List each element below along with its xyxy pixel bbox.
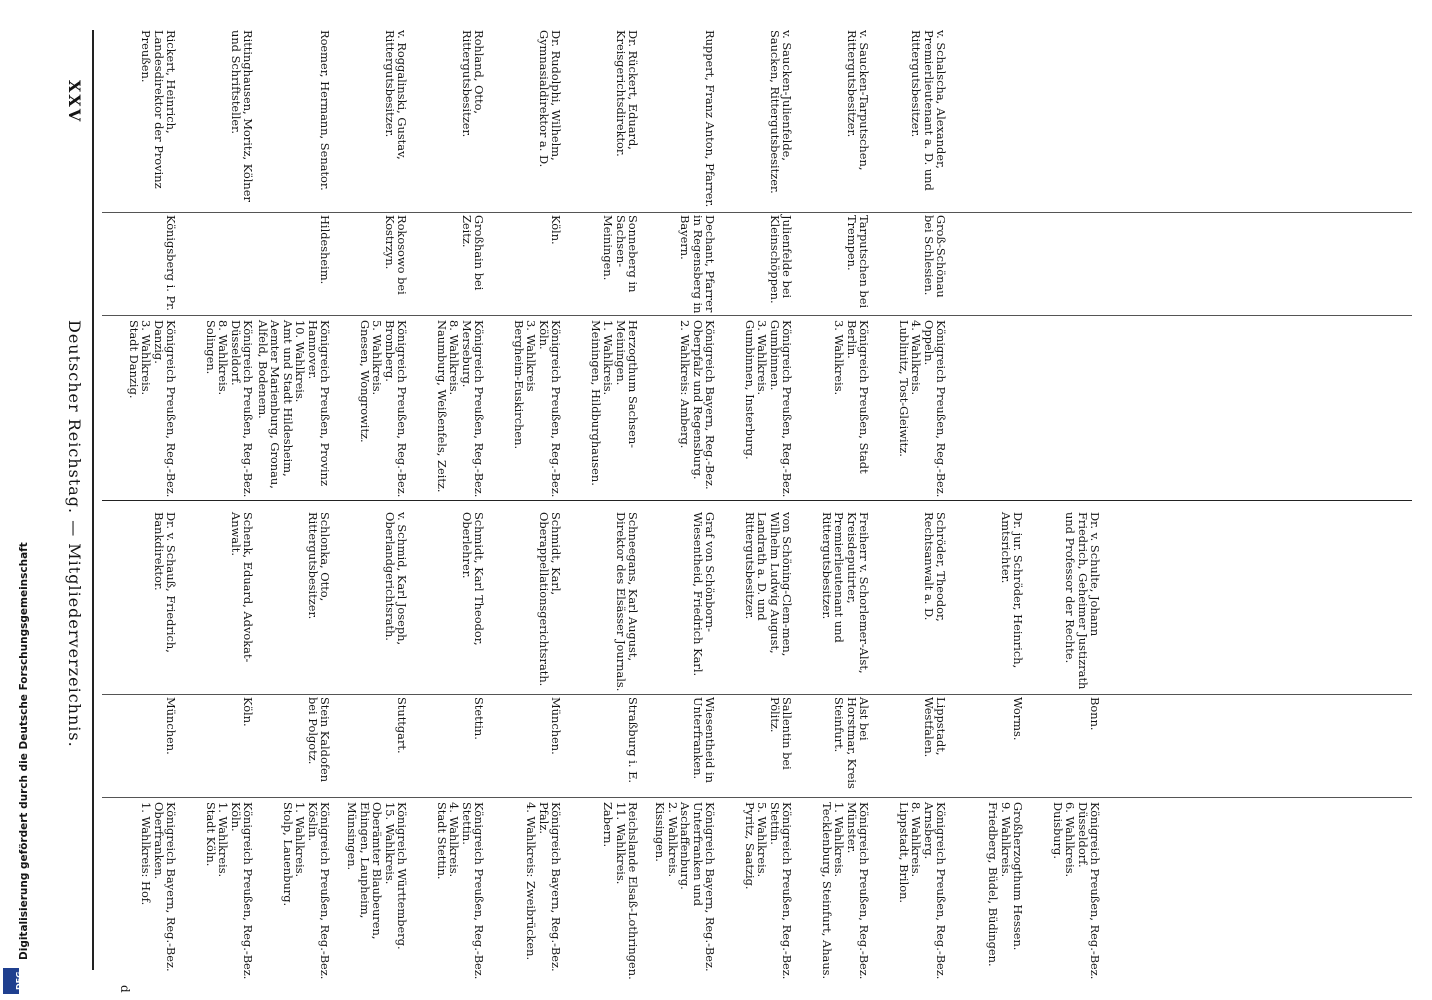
member-place: Stein Kaldofen bei Polgotz. — [305, 697, 332, 783]
member-district: Königreich Preußen, Reg.-Bez. Stettin. 4. Wahlkreis. Stadt Stettin. — [434, 802, 486, 980]
member-name: v. Schmid, Karl Joseph, Oberlandgerichtsrath. — [382, 512, 409, 646]
member-name: Graf von Schönborn-Wiesentheid, Friedrich Karl. — [690, 512, 717, 677]
member-entry — [641, 512, 718, 988]
member-name: Rittinghausen, Moritz, Kölner und Schriftsteller. — [228, 30, 255, 202]
member-entry — [256, 512, 333, 988]
member-name: Schlonka, Otto, Rittergutsbesitzer. — [305, 512, 332, 620]
member-district: Königreich Bayern, Reg.-Bez. Pfalz. 4. Wahlkreis: Zweibrücken. — [524, 802, 563, 972]
member-place: Tarputschen bei Trempen. — [844, 215, 871, 309]
member-name: von Schöning-Clem-men, Wilhelm Ludwig August, Landrath a. D. und Rittergutsbesitzer. — [742, 512, 794, 657]
member-name: v. Roggalinski, Gustav, Rittergutsbesitzer. — [382, 30, 409, 160]
member-district: Königreich Preußen, Reg.-Bez. Düsseldorf. 6. Wahlkreis. Duisburg. — [1050, 802, 1102, 980]
member-entry — [102, 512, 179, 988]
member-name: Dr. Rückert, Eduard, Kreisgerichtsdirektor. — [613, 30, 640, 157]
member-district: Königreich Bayern, Reg.-Bez. Unterfranken und Aschaffenburg. 2. Wahlkreis. Kissingen. — [653, 802, 717, 972]
member-name: Schmidt, Karl Theodor, Oberlehrer. — [459, 512, 486, 646]
member-name: Rohland, Otto, Rittergutsbesitzer. — [459, 30, 486, 138]
member-district: Königreich Preußen, Reg.-Bez. Oppeln. 4. Wahlkreis. Lublinitz, Tost-Gleiwitz. — [896, 320, 948, 498]
page-header-title: Deutscher Reichstag. — Mitgliederverzeichnis. — [65, 320, 84, 748]
member-place: Sallentin bei Pölitz. — [767, 697, 794, 770]
member-entry — [949, 512, 1026, 988]
member-district: Königreich Preußen, Reg.-Bez. Köln. 3. Wahlkreis Bergheim-Euskirchen. — [511, 320, 563, 498]
member-entry — [872, 30, 949, 506]
member-district: Königreich Preußen, Reg.-Bez. Münster. 1. Wahlkreis. Tecklenburg, Steinfurt, Ahaus. — [819, 802, 871, 980]
member-name: Freiherr v. Schorlemer-Alst, Kreisdeputirter, Premierlieutenant und Rittergutsbesitzer. — [819, 512, 871, 674]
member-entry — [872, 512, 949, 988]
member-district: Königreich Preußen, Reg.-Bez. Köln. 1. Wahlkreis. Stadt Köln. — [203, 802, 255, 980]
member-place: Dechant, Pfarrer in Regensberg in Bayern. — [678, 215, 717, 314]
digitization-credit-text: Digitalisierung gefördert durch die Deutsche Forschungsgemeinschaft — [18, 542, 30, 960]
member-district: Königreich Bayern, Reg.-Bez. Oberpfalz und Regensburg. 2. Wahlkreis: Amberg. — [678, 320, 717, 490]
member-place: Straßburg i. E. — [626, 697, 640, 784]
member-place: Königsberg i. Pr. — [164, 215, 178, 311]
member-entry — [102, 30, 179, 506]
right-name-divider — [102, 694, 1412, 695]
member-name: Dr. jur. Schröder, Heinrich, Amtsrichter. — [998, 512, 1025, 669]
left-column — [102, 30, 1412, 506]
member-entry — [179, 30, 256, 506]
member-place: Hildesheim. — [318, 215, 332, 285]
member-district: Königreich Preußen, Reg.-Bez. Bromberg. 5. Wahlkreis. Gnesen, Wongrowitz. — [357, 320, 409, 498]
member-district: Reichslande Elsaß-Lothringen. 11. Wahlkreis. Zabern. — [601, 802, 640, 980]
member-place: Worms. — [1011, 697, 1025, 741]
member-place: Lippstadt, Westfalen. — [921, 697, 948, 758]
member-entry — [487, 30, 564, 506]
member-entry — [410, 30, 487, 506]
member-entry — [179, 512, 256, 988]
dfg-logo-icon — [3, 968, 24, 994]
member-district: Königreich Preußen, Reg.-Bez. Gumbinnen. 3. Wahlkreis. Gumbinnen, Insterburg. — [742, 320, 794, 498]
member-name: v. Schalscha, Alexander, Premierlieutenant a. D. und Rittergutsbesitzer. — [909, 30, 948, 191]
member-entry — [564, 30, 641, 506]
member-place: Alst bei Horstmar, Kreis Steinfurt. — [832, 697, 871, 789]
member-name: v. Saucken-Julienfelde, Saucken, Rittergutsbesitzer. — [767, 30, 794, 194]
member-name: Schenk, Eduard, Advokat-Anwalt. — [228, 512, 255, 663]
page-number: XXV — [65, 80, 84, 124]
member-name: Schneegans, Karl August, Direktor des Elsässer Journals. — [613, 512, 640, 692]
member-name: v. Saucken-Tarputschen, Rittergutsbesitzer. — [844, 30, 871, 171]
member-entry — [718, 30, 795, 506]
member-name: Rickert, Heinrich, Landesdirektor der Provinz Preußen. — [139, 30, 178, 189]
member-place: Stettin. — [472, 697, 486, 740]
member-place: Stuttgart. — [395, 697, 409, 754]
member-district: Königreich Preußen, Reg.-Bez. Stettin. 5. Wahlkreis. Pyritz, Saatzig. — [742, 802, 794, 980]
member-district: Königreich Preußen, Provinz Hannover. 10. Wahlkreis. Amt und Stadt Hildesheim, Aemter Marienburg, Gronau, Alfeld, Bodenem. — [255, 320, 332, 489]
member-name: Dr. v. Schulte, Johann Friedrich, Geheimer Justizrath und Professor der Rechte. — [1063, 512, 1102, 690]
dfg-logo-text: DFG — [15, 971, 24, 990]
member-entry — [487, 512, 564, 988]
member-district: Königreich Württemberg. 15. Wahlkreis. Oberämter Blaubeuren, Ehingen, Laupheim, Münsingen. — [345, 802, 409, 950]
column-divider — [102, 500, 1412, 501]
member-district: Königreich Bayern, Reg.-Bez. Oberfranken. 1. Wahlkreis: Hof. — [139, 802, 178, 972]
member-entry — [795, 512, 872, 988]
digitization-credit — [2, 542, 30, 990]
left-name-divider — [102, 212, 1412, 213]
header-rule — [92, 30, 94, 970]
member-district: Königreich Preußen, Reg.-Bez. Düsseldorf. 8. Wahlkreis. Solingen. — [203, 320, 255, 498]
member-place: Köln. — [241, 697, 255, 727]
member-place: Bonn. — [1088, 697, 1102, 731]
member-district: Königreich Preußen, Reg.-Bez. Danzig. 3. Wahlkreis. Stadt Danzig. — [126, 320, 178, 498]
sheet-signature: d — [118, 985, 132, 993]
member-place: München. — [549, 697, 563, 755]
member-place: Großhain bei Zeitz. — [459, 215, 486, 291]
member-entry — [795, 30, 872, 506]
member-entry — [1026, 512, 1103, 988]
member-district: Königreich Preußen, Reg.-Bez. Köslin. 1. Wahlkreis. Stolp, Lauenburg. — [280, 802, 332, 980]
left-place-divider — [102, 315, 1412, 316]
member-place: Wiesentheid in Unterfranken. — [690, 697, 717, 784]
member-district: Königreich Preußen, Reg.-Bez. Arnsberg. 8. Wahlkreis. Lippstadt, Brilon. — [896, 802, 948, 980]
member-name: Ruppert, Franz Anton, Pfarrer. — [703, 30, 717, 208]
member-entry — [718, 512, 795, 988]
member-district: Königreich Preußen, Stadt Berlin. 3. Wahlkreis. — [832, 320, 871, 474]
member-name: Schröder, Theodor, Rechtsanwalt a. D. — [921, 512, 948, 622]
member-name: Dr. v. Schauß, Friedrich, Bankdirektor. — [151, 512, 178, 653]
member-district: Herzogthum Sachsen-Meiningen. 1. Wahlkreis. Meiningen, Hildburghausen. — [588, 320, 640, 486]
member-entry — [410, 512, 487, 988]
member-entry — [564, 512, 641, 988]
right-place-divider — [102, 797, 1412, 798]
member-district: Königreich Preußen, Reg.-Bez. Merseburg. 8. Wahlkreis. Naumburg, Weißenfels, Zeitz. — [434, 320, 486, 498]
member-name: Schmidt, Karl, Oberappellationsgerichtsrath. — [536, 512, 563, 687]
member-entry — [333, 512, 410, 988]
member-entry — [333, 30, 410, 506]
right-column — [102, 512, 1412, 988]
member-place: Julienfelde bei Kleinschöppen. — [767, 215, 794, 304]
member-place: Sonneberg in Sachsen-Meiningen. — [601, 215, 640, 293]
member-entry — [641, 30, 718, 506]
member-place: Köln. — [549, 215, 563, 245]
member-entry — [256, 30, 333, 506]
member-name: Roemer, Hermann, Senator. — [318, 30, 332, 191]
member-place: Rokosowo bei Kostrzyn. — [382, 215, 409, 295]
member-place: Groß-Schönau bei Schlesien. — [921, 215, 948, 298]
member-name: Dr. Rudolphi, Wilhelm, Gymnasialdirektor a. D. — [536, 30, 563, 168]
member-district: Großherzogthum Hessen. 9. Wahlkreis. Friedberg, Büdel, Büdingen. — [986, 802, 1025, 967]
member-place: München. — [164, 697, 178, 755]
